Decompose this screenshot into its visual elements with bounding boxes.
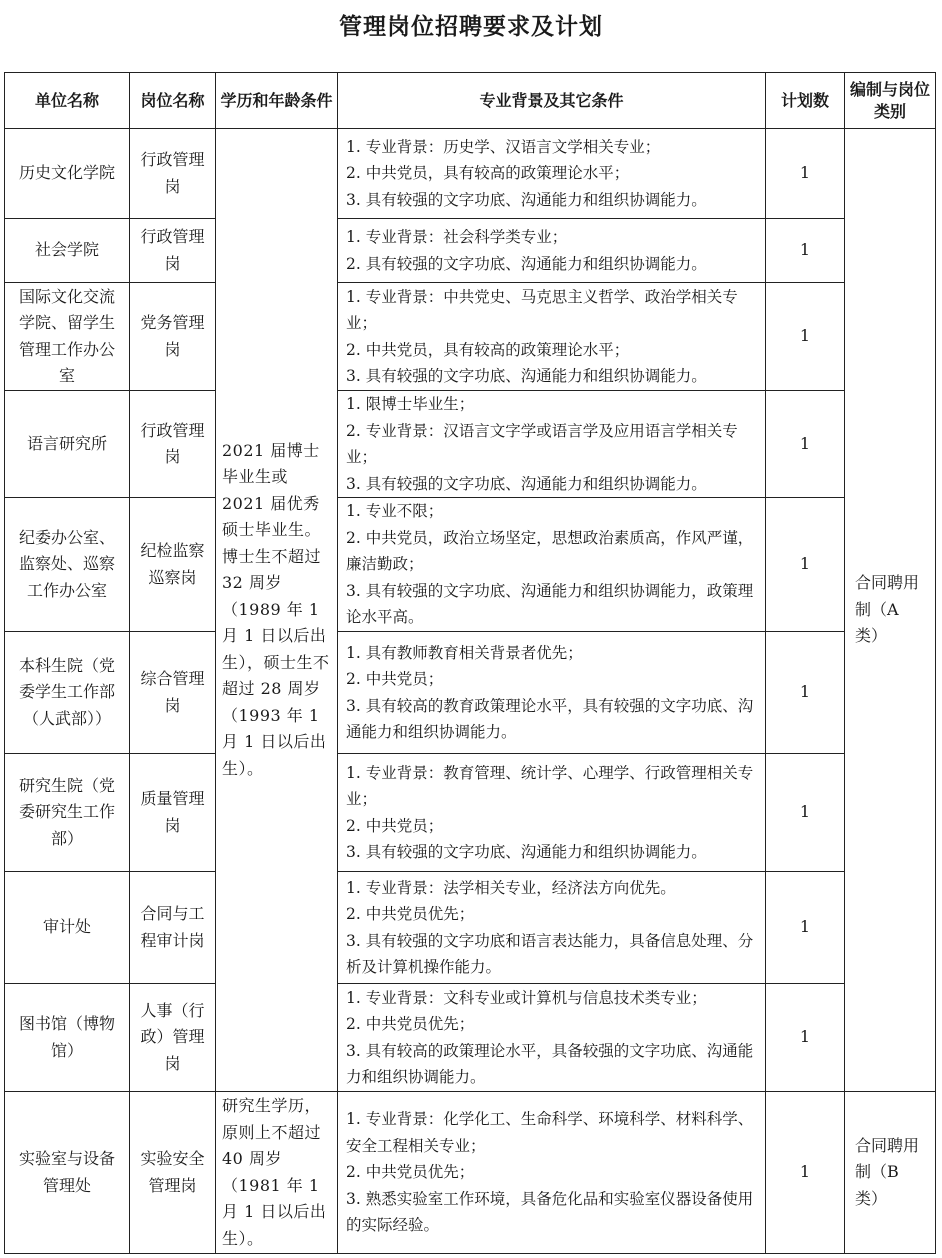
table-row — [5, 219, 936, 283]
header-req: 专业背景及其它条件 — [338, 73, 766, 129]
plan-count-cell: 1 — [766, 984, 845, 1092]
post-name-cell: 行政管理岗 — [130, 219, 216, 283]
requirement-line: 1. 专业背景：化学化工、生命科学、环境科学、材料科学、安全工程相关专业； — [346, 1110, 754, 1155]
table-row — [5, 984, 936, 1092]
plan-count-cell: 1 — [766, 391, 845, 498]
category-cell: 合同聘用制（B 类） — [845, 1092, 936, 1254]
requirement-line: 2. 中共党员，具有较高的政策理论水平； — [346, 164, 630, 183]
category-cell: 合同聘用制（A 类） — [845, 129, 936, 1092]
unit-name-cell: 研究生院（党委研究生工作部） — [5, 754, 130, 872]
plan-count-cell: 1 — [766, 498, 845, 632]
requirement-line: 2. 中共党员，政治立场坚定，思想政治素质高，作风严谨，廉洁勤政； — [346, 528, 754, 574]
plan-count-cell: 1 — [766, 872, 845, 984]
post-name-cell: 人事（行政）管理岗 — [130, 984, 216, 1092]
post-name-cell: 党务管理岗 — [130, 283, 216, 391]
post-name-cell: 行政管理岗 — [130, 391, 216, 498]
unit-name-cell: 国际文化交流学院、留学生管理工作办公室 — [5, 283, 130, 391]
unit-name-cell: 社会学院 — [5, 219, 130, 283]
requirement-line: 3. 熟悉实验室工作环境，具备危化品和实验室仪器设备使用的实际经验。 — [346, 1189, 754, 1235]
table-row — [5, 283, 936, 391]
plan-count-cell: 1 — [766, 129, 845, 219]
header-edu: 学历和年龄条件 — [216, 73, 338, 129]
requirement-line: 1. 限博士毕业生； — [346, 395, 475, 413]
requirement-line: 1. 专业背景：教育管理、统计学、心理学、行政管理相关专业； — [346, 763, 754, 808]
post-name-cell: 实验安全管理岗 — [130, 1092, 216, 1254]
requirement-line: 1. 专业背景：中共党史、马克思主义哲学、政治学相关专业； — [346, 287, 738, 332]
post-name-cell: 纪检监察巡察岗 — [130, 498, 216, 632]
requirement-line: 1. 专业不限； — [346, 502, 444, 521]
page-title: 管理岗位招聘要求及计划 — [339, 14, 603, 40]
post-name-cell: 行政管理岗 — [130, 129, 216, 219]
requirement-line: 1. 具有教师教育相关背景者优先； — [346, 643, 583, 662]
requirements-cell — [338, 984, 766, 1092]
unit-name-cell: 审计处 — [5, 872, 130, 984]
requirement-line: 2. 中共党员，具有较高的政策理论水平； — [346, 340, 630, 359]
education-age-cell: 研究生学历，原则上不超过 40 周岁（1981 年 1 月 1 日以后出生）。 — [216, 1092, 338, 1254]
unit-name-cell: 历史文化学院 — [5, 129, 130, 219]
requirement-line: 1. 专业背景：文科专业或计算机与信息技术类专业； — [346, 988, 707, 1007]
unit-name-cell: 语言研究所 — [5, 391, 130, 498]
table-row — [5, 498, 936, 632]
header-category: 编制与岗位类别 — [845, 73, 936, 129]
requirement-line: 2. 中共党员； — [346, 816, 444, 835]
header-unit: 单位名称 — [5, 73, 130, 129]
unit-name-cell: 纪委办公室、监察处、巡察工作办公室 — [5, 498, 130, 632]
requirement-line: 3. 具有较强的文字功底、沟通能力和组织协调能力，政策理论水平高。 — [346, 581, 754, 627]
requirements-cell — [338, 754, 766, 872]
requirements-cell — [338, 1092, 766, 1254]
unit-name-cell: 图书馆（博物馆） — [5, 984, 130, 1092]
requirement-line: 2. 专业背景：汉语言文字学或语言学及应用语言学相关专业； — [346, 421, 738, 466]
table-row — [5, 754, 936, 872]
post-name-cell: 合同与工程审计岗 — [130, 872, 216, 984]
header-row — [5, 73, 936, 129]
requirement-line: 2. 具有较强的文字功底、沟通能力和组织协调能力。 — [346, 254, 707, 273]
requirement-line: 3. 具有较强的文字功底和语言表达能力，具备信息处理、分析及计算机操作能力。 — [346, 931, 754, 976]
header-plan: 计划数 — [766, 73, 845, 129]
requirements-cell — [338, 129, 766, 219]
requirements-cell — [338, 283, 766, 391]
requirement-line: 3. 具有较强的文字功底、沟通能力和组织协调能力。 — [346, 843, 707, 861]
requirement-line: 1. 专业背景：法学相关专业，经济法方向优先。 — [346, 878, 676, 897]
table-row — [5, 391, 936, 498]
plan-count-cell: 1 — [766, 1092, 845, 1254]
plan-count-cell: 1 — [766, 283, 845, 391]
unit-name-cell: 实验室与设备管理处 — [5, 1092, 130, 1254]
requirement-line: 2. 中共党员优先； — [346, 905, 475, 923]
requirements-cell — [338, 219, 766, 283]
table-row — [5, 129, 936, 219]
plan-count-cell: 1 — [766, 754, 845, 872]
post-name-cell: 综合管理岗 — [130, 632, 216, 754]
table-row — [5, 632, 936, 754]
requirements-cell — [338, 872, 766, 984]
recruitment-table — [4, 72, 936, 1254]
requirement-line: 2. 中共党员优先； — [346, 1015, 475, 1033]
table-row — [5, 872, 936, 984]
plan-count-cell: 1 — [766, 219, 845, 283]
post-name-cell: 质量管理岗 — [130, 754, 216, 872]
requirement-line: 1. 专业背景：历史学、汉语言文学相关专业； — [346, 137, 661, 156]
header-post: 岗位名称 — [130, 73, 216, 129]
unit-name-cell: 本科生院（党委学生工作部（人武部）） — [5, 632, 130, 754]
requirements-cell — [338, 498, 766, 632]
requirement-line: 3. 具有较高的政策理论水平，具备较强的文字功底、沟通能力和组织协调能力。 — [346, 1041, 754, 1086]
education-age-cell: 2021 届博士毕业生或 2021 届优秀硕士毕业生。博士生不超过 32 周岁（1989 年 1 月 1 日以后出生），硕士生不超过 28 周岁（1993 年 1 月 1 日以后出生）。 — [216, 129, 338, 1092]
requirement-line: 3. 具有较高的教育政策理论水平，具有较强的文字功底、沟通能力和组织协调能力。 — [346, 696, 754, 741]
requirements-cell — [338, 632, 766, 754]
requirement-line: 3. 具有较强的文字功底、沟通能力和组织协调能力。 — [346, 190, 707, 209]
requirement-line: 3. 具有较强的文字功底、沟通能力和组织协调能力。 — [346, 367, 707, 385]
requirement-line: 3. 具有较强的文字功底、沟通能力和组织协调能力。 — [346, 474, 707, 493]
requirement-line: 2. 中共党员优先； — [346, 1163, 475, 1182]
requirements-cell — [338, 391, 766, 498]
requirement-line: 2. 中共党员； — [346, 670, 444, 688]
table-row — [5, 1092, 936, 1254]
requirement-line: 1. 专业背景：社会科学类专业； — [346, 228, 568, 246]
plan-count-cell: 1 — [766, 632, 845, 754]
